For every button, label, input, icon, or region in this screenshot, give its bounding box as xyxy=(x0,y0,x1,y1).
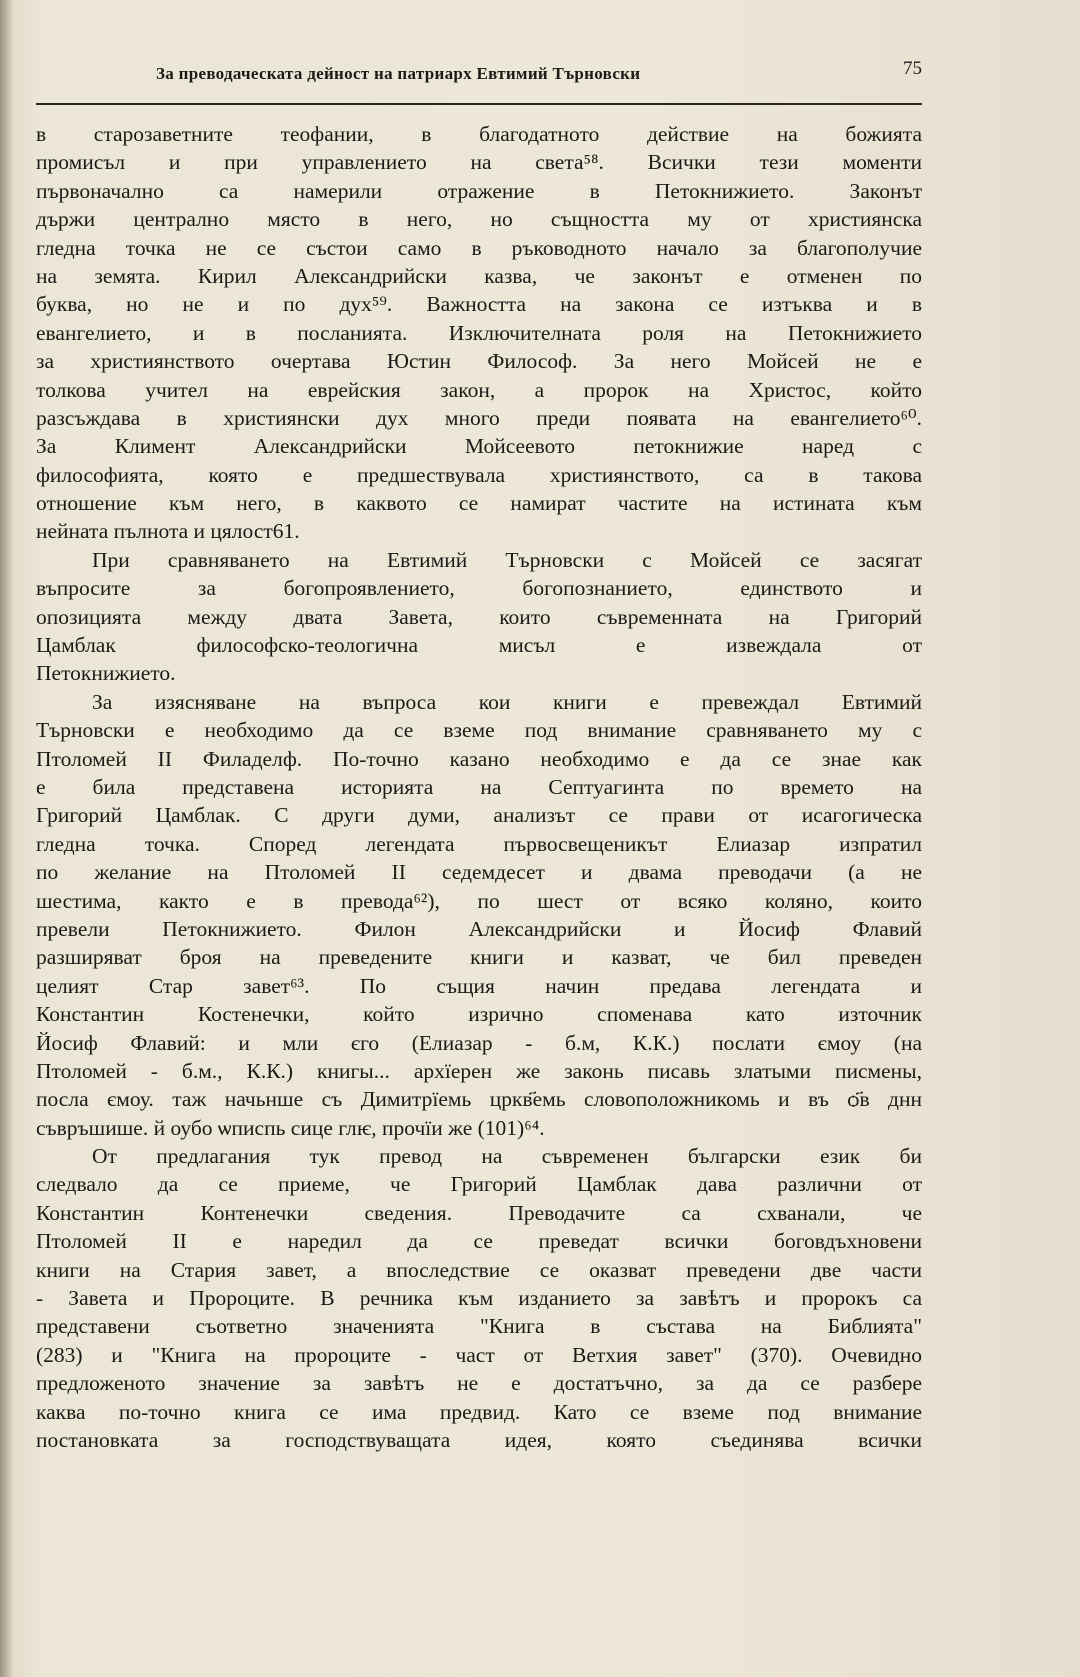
header-rule xyxy=(36,103,922,105)
paragraph-first-line: При сравняването на Евтимий Търновски с Мойсей се засягат xyxy=(92,547,922,572)
text-line: отношение към него, в каквото се намират частите на истината към xyxy=(36,491,922,516)
text-line: първоначално са намерили отражение в Петокнижието. Законът xyxy=(36,178,922,203)
text-line: в старозаветните теофании, в благодатното действие на божията xyxy=(36,122,922,146)
text-line: (283) и "Книга на пророците - част от Ветхия завет" (370). Очевидно xyxy=(36,1342,922,1367)
text-line: философията, която е предшествувала християнството, са в такова xyxy=(36,462,922,487)
text-line: толкова учител на еврейския закон, а пророк на Христос, който xyxy=(36,377,922,402)
text-line: следвало да се приеме, че Григорий Цамблак дава различни от xyxy=(36,1172,922,1197)
text-line: Птоломей - б.м., К.К.) книгы... архїерен же законь писавь златыми писмены, xyxy=(36,1058,922,1083)
text-line: разширяват броя на преведените книги и казват, че бил преведен xyxy=(36,945,922,970)
text-line: представени съответно значенията "Книга в състава на Библията" xyxy=(36,1314,922,1339)
text-line: Григорий Цамблак. С други думи, анализът се прави от исагогическа xyxy=(36,803,922,828)
text-line: Йосиф Флавий: и мли єго (Елиазар - б.м, К.К.) послати ємоу (на xyxy=(36,1030,922,1055)
text-line: За Климент Александрийски Мойсеевото петокнижие наред с xyxy=(36,434,922,459)
text-line: превели Петокнижието. Филон Александрийски и Йосиф Флавий xyxy=(36,916,922,941)
text-line: на земята. Кирил Александрийски казва, че законът е отменен по xyxy=(36,263,922,288)
text-line: шестима, както е в превода⁶²), по шест от всяко коляно, които xyxy=(36,888,922,913)
text-line: Цамблак философско-теологична мисъл е извеждала от xyxy=(36,633,922,658)
text-line: гледна точка. Според легендата първосвещеникът Елиазар изпратил xyxy=(36,831,922,856)
running-header xyxy=(36,58,922,88)
text-line: опозицията между двата Завета, които съвременната на Григорий xyxy=(36,604,922,629)
paragraph-first-line: От предлагания тук превод на съвременен български език би xyxy=(92,1144,922,1169)
book-spine-shadow xyxy=(0,0,12,1677)
text-line: Птоломей II Филаделф. По-точно казано необходимо е да се знае как xyxy=(36,746,922,771)
text-line: е била представена историята на Септуагинта по времето на xyxy=(36,774,922,799)
text-line: посла ємоу. таж начьнше съ Димитрїемь цркв҃емь словоположникомь и въ ѻ҃в днн xyxy=(36,1087,922,1112)
text-line: Петокнижието. xyxy=(36,661,176,686)
text-line: за християнството очертава Юстин Философ. За него Мойсей не е xyxy=(36,349,922,374)
text-line: разсъждава в християнски дух много преди появата на евангелието⁶⁰. xyxy=(36,405,922,430)
text-line: каква по-точно книга се има предвид. Като се вземе под внимание xyxy=(36,1399,922,1424)
text-line: Константин Контенечки сведения. Преводачите са схванали, че xyxy=(36,1200,922,1225)
text-line: - Завета и Пророците. В речника към изданието за завѣтъ и пророкъ са xyxy=(36,1286,922,1311)
text-line: нейната пълнота и цялост61. xyxy=(36,519,300,544)
text-line: Търновски е необходимо да се вземе под внимание сравняването му с xyxy=(36,718,922,743)
text-line: евангелието, и в посланията. Изключителната роля на Петокнижието xyxy=(36,320,922,345)
text-line: постановката за господствуващата идея, която съединява всички xyxy=(36,1427,922,1452)
text-line: гледна точка не се състои само в ръководното начало за благополучие xyxy=(36,235,922,260)
text-line: Птоломей II е наредил да се преведат всички боговдъхновени xyxy=(36,1229,922,1254)
text-line: целият Стар завет⁶³. По същия начин предава легендата и xyxy=(36,973,922,998)
text-line: Константин Костенечки, който изрично споменава като източник xyxy=(36,1002,922,1027)
text-line: промисъл и при управлението на света⁵⁸. Всички тези моменти xyxy=(36,150,922,175)
text-line: държи централно място в него, но същността му от християнска xyxy=(36,207,922,232)
text-line: книги на Стария завет, а впоследствие се оказват преведени две части xyxy=(36,1257,922,1282)
page-number: 75 xyxy=(903,58,922,79)
text-line: съвръшише. й оубо ѡписпь сице глѥ, прочїи же (101)⁶⁴. xyxy=(36,1115,545,1140)
text-line: по желание на Птоломей II седемдесет и двама преводачи (а не xyxy=(36,860,922,885)
text-line: въпросите за богопроявлението, богопознанието, единството и xyxy=(36,576,922,601)
paragraph-first-line: За изясняване на въпроса кои книги е превеждал Евтимий xyxy=(92,689,922,714)
running-title: За преводаческата дейност на патриарх Евтимий Търновски xyxy=(156,64,641,83)
text-line: буква, но не и по дух⁵⁹. Важността на закона се изтъква и в xyxy=(36,292,922,317)
body-text xyxy=(36,120,922,1454)
text-line: предложеното значение за завѣтъ не е достатъчно, за да се разбере xyxy=(36,1371,922,1396)
